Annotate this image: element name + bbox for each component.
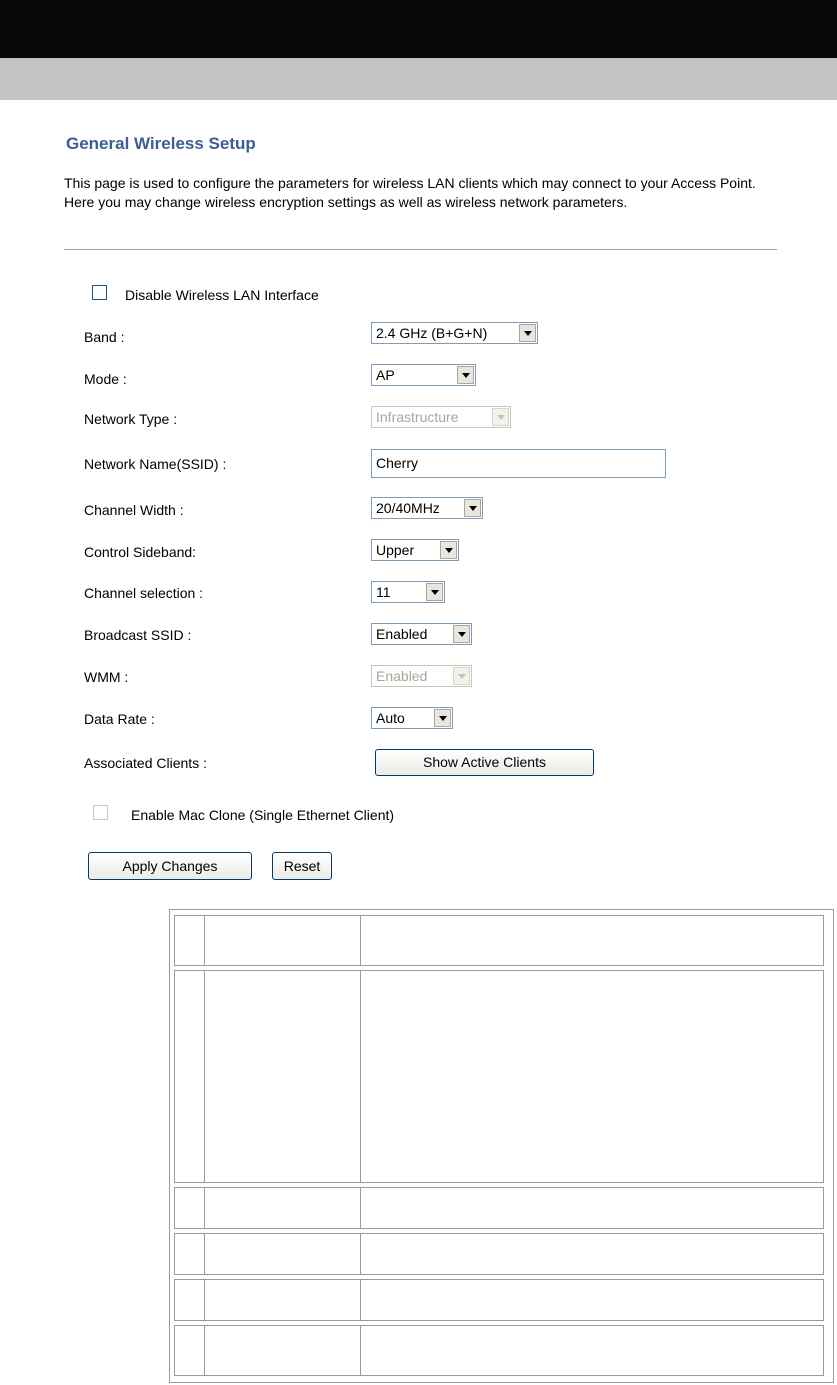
chevron-down-icon bbox=[457, 366, 474, 384]
data-rate-label: Data Rate : bbox=[84, 711, 155, 727]
chevron-down-icon bbox=[426, 583, 443, 601]
network-type-label: Network Type : bbox=[84, 411, 178, 427]
band-label: Band : bbox=[84, 329, 125, 345]
channel-width-select-value: 20/40MHz bbox=[376, 500, 440, 516]
data-rate-select[interactable] bbox=[371, 707, 453, 729]
network-type-select bbox=[371, 406, 511, 428]
mode-label: Mode : bbox=[84, 371, 127, 387]
mac-clone-checkbox[interactable] bbox=[93, 805, 108, 820]
chevron-down-icon bbox=[434, 709, 451, 727]
sub-header-bar bbox=[0, 58, 837, 100]
mode-select[interactable] bbox=[371, 364, 476, 386]
chevron-down-icon bbox=[492, 408, 509, 426]
data-rate-select-value: Auto bbox=[376, 710, 405, 726]
mode-select-value: AP bbox=[376, 367, 395, 383]
ssid-label: Network Name(SSID) : bbox=[84, 456, 227, 472]
control-sideband-select-value: Upper bbox=[376, 542, 415, 558]
channel-width-label: Channel Width : bbox=[84, 502, 184, 518]
disable-wlan-label: Disable Wireless LAN Interface bbox=[125, 287, 319, 303]
chevron-down-icon bbox=[440, 541, 457, 559]
table-cell bbox=[204, 1279, 824, 1321]
band-select[interactable] bbox=[371, 322, 538, 344]
description-table bbox=[169, 909, 834, 1383]
band-select-value: 2.4 GHz (B+G+N) bbox=[376, 325, 488, 341]
control-sideband-select[interactable] bbox=[371, 539, 459, 561]
table-cell bbox=[204, 1187, 824, 1229]
table-cell bbox=[204, 915, 824, 966]
network-type-select-value: Infrastructure bbox=[376, 409, 459, 425]
channel-width-select[interactable] bbox=[371, 497, 483, 519]
show-active-clients-button[interactable]: Show Active Clients bbox=[375, 749, 594, 776]
broadcast-ssid-label: Broadcast SSID : bbox=[84, 627, 192, 643]
broadcast-ssid-select[interactable] bbox=[371, 623, 472, 645]
disable-wlan-checkbox[interactable] bbox=[92, 285, 107, 300]
reset-button[interactable]: Reset bbox=[272, 852, 332, 880]
top-header-bar bbox=[0, 0, 837, 58]
control-sideband-label: Control Sideband: bbox=[84, 544, 197, 560]
table-cell bbox=[204, 1325, 824, 1376]
table-cell bbox=[204, 1233, 824, 1275]
ssid-input[interactable]: Cherry bbox=[371, 449, 666, 478]
channel-selection-select[interactable] bbox=[371, 581, 445, 603]
chevron-down-icon bbox=[453, 667, 470, 685]
chevron-down-icon bbox=[464, 499, 481, 517]
divider bbox=[64, 249, 777, 250]
channel-selection-label: Channel selection : bbox=[84, 585, 204, 601]
mac-clone-label: Enable Mac Clone (Single Ethernet Client) bbox=[131, 807, 395, 823]
chevron-down-icon bbox=[453, 625, 470, 643]
table-cell bbox=[204, 970, 824, 1183]
wmm-select-value: Enabled bbox=[376, 668, 428, 684]
page-description: This page is used to configure the parameters for wireless LAN clients which may connect to your Access Point. Here you may change wireless encryption settings as well as wireless network parameters. bbox=[64, 175, 756, 210]
associated-clients-label: Associated Clients : bbox=[84, 755, 207, 771]
channel-selection-select-value: 11 bbox=[376, 584, 391, 600]
broadcast-ssid-select-value: Enabled bbox=[376, 626, 428, 642]
chevron-down-icon bbox=[519, 324, 536, 342]
apply-changes-button[interactable]: Apply Changes bbox=[88, 852, 252, 880]
wmm-label: WMM : bbox=[84, 669, 129, 685]
wmm-select bbox=[371, 665, 472, 687]
page-title: General Wireless Setup bbox=[66, 134, 256, 153]
